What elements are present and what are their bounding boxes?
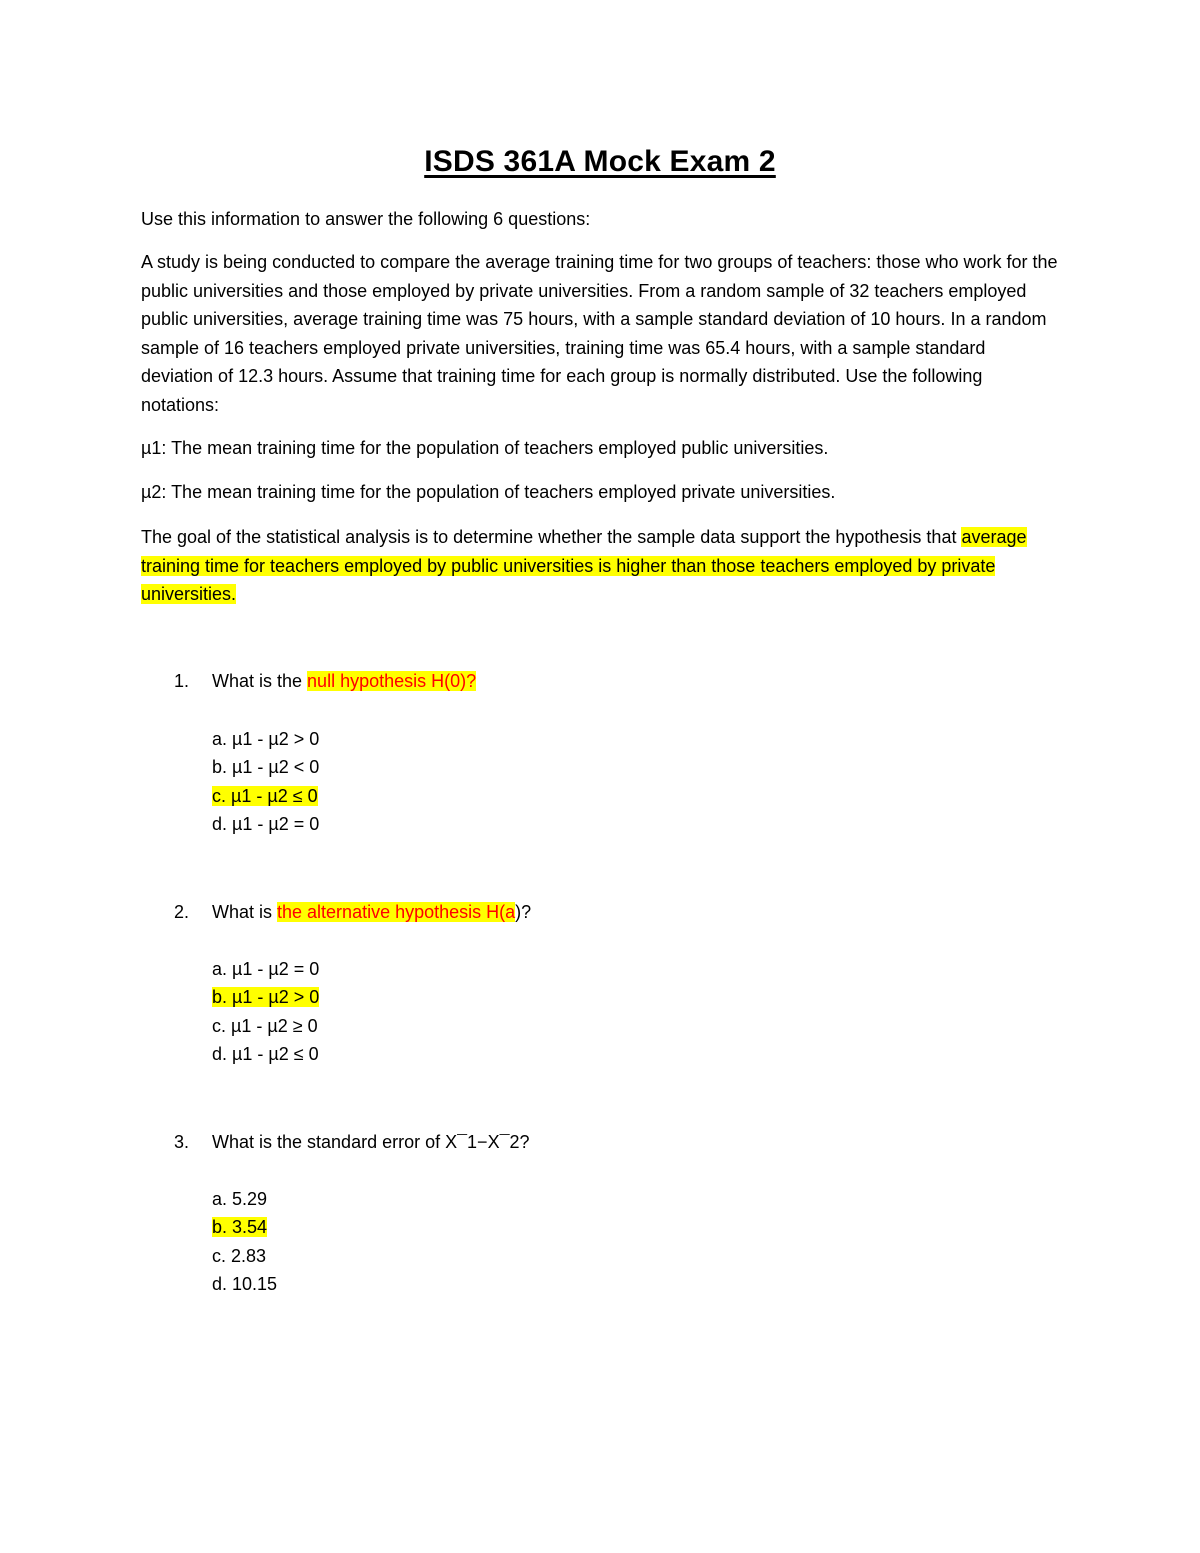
option-a[interactable]	[212, 955, 319, 983]
option-d[interactable]	[212, 1040, 319, 1068]
mu1-label: µ1:	[141, 438, 167, 458]
option-d[interactable]	[212, 810, 319, 838]
question-text: What is	[212, 902, 278, 922]
question-1	[174, 667, 476, 696]
question-3-options	[212, 1185, 277, 1299]
option-label: d. µ1 - µ2 ≤ 0	[212, 1044, 319, 1065]
question-text: What is the standard error of X¯1−X¯2?	[212, 1132, 530, 1152]
question-number: 1.	[174, 671, 190, 691]
option-d[interactable]	[212, 1270, 277, 1298]
goal-paragraph	[141, 523, 1061, 609]
mu2-definition	[141, 478, 1061, 507]
option-label: c. 2.83	[212, 1245, 267, 1266]
option-c[interactable]	[212, 1012, 319, 1040]
question-number: 3.	[174, 1132, 190, 1152]
mu1-definition	[141, 434, 1061, 463]
goal-highlight: average training time for teachers employed by public universities is higher than those teachers employed by private universities.	[141, 527, 1027, 605]
option-label: a. µ1 - µ2 = 0	[212, 959, 320, 979]
mu2-text: The mean training time for the population of teachers employed private universities.	[166, 482, 836, 502]
exam-title: ISDS 361A Mock Exam 2	[424, 145, 776, 178]
option-label-correct: c. µ1 - µ2 ≤ 0	[212, 785, 318, 806]
option-a[interactable]	[212, 1185, 277, 1213]
mu2-label: µ2:	[141, 482, 167, 502]
option-label-correct: b. µ1 - µ2 > 0	[212, 987, 320, 1008]
option-b[interactable]	[212, 753, 319, 781]
question-text: What is the	[212, 671, 308, 691]
mu1-text: The mean training time for the population of teachers employed public universities.	[166, 438, 829, 458]
option-label: a. µ1 - µ2 > 0	[212, 729, 320, 749]
option-label: d. µ1 - µ2 = 0	[212, 814, 320, 835]
option-a[interactable]	[212, 725, 319, 753]
question-3	[174, 1128, 530, 1157]
option-c[interactable]	[212, 782, 319, 810]
question-term: null hypothesis H(0)?	[307, 671, 477, 691]
option-label: b. µ1 - µ2 < 0	[212, 757, 320, 778]
option-label: a. 5.29	[212, 1189, 268, 1209]
goal-prefix: The goal of the statistical analysis is to determine whether the sample data support the hypothesis that	[141, 527, 962, 547]
option-label-correct: b. 3.54	[212, 1217, 268, 1238]
question-2-options	[212, 955, 319, 1069]
question-term: the alternative hypothesis H(a	[277, 902, 516, 922]
question-number: 2.	[174, 902, 190, 922]
option-label: d. 10.15	[212, 1274, 278, 1295]
option-c[interactable]	[212, 1242, 277, 1270]
question-1-options	[212, 725, 319, 839]
option-b[interactable]	[212, 1213, 277, 1241]
question-suffix: )?	[515, 902, 532, 922]
question-2	[174, 898, 531, 927]
scenario-paragraph: A study is being conducted to compare the average training time for two groups of teachers: those who work for the public universities and those employed by private universities. From a random sample of 32 teachers employed public universities, average training time was 75 hours, with a sample standard deviation of 10 hours. In a random sample of 16 teachers employed private universities, training time was 65.4 hours, with a sample standard deviation of 12.3 hours. Assume that training time for each group is normally distributed. Use the following notations:	[141, 252, 1058, 415]
intro-line: Use this information to answer the following 6 questions:	[141, 209, 591, 229]
option-label: c. µ1 - µ2 ≥ 0	[212, 1015, 318, 1036]
option-b[interactable]	[212, 983, 319, 1011]
